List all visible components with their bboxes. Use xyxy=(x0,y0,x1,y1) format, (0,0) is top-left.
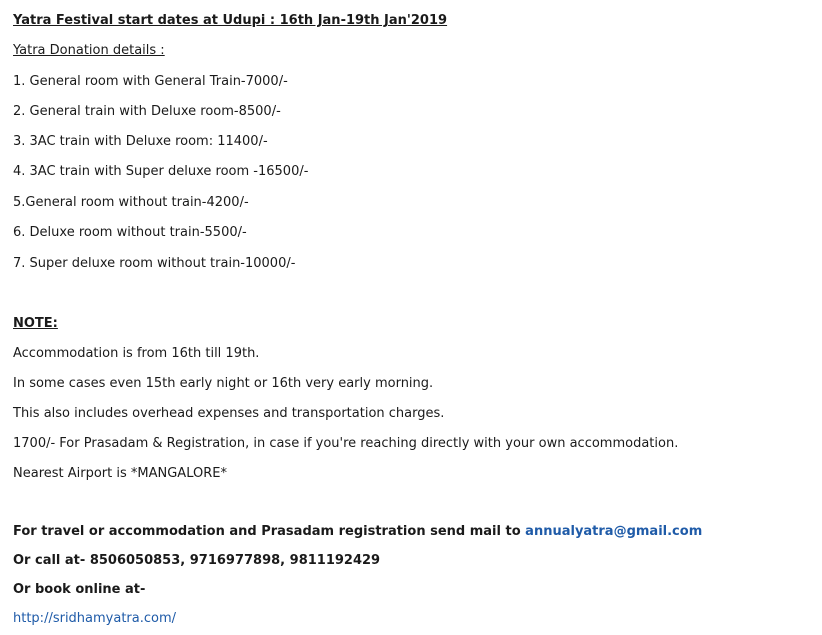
note-line: 1700/- For Prasadam & Registration, in case if you're reaching directly with your own accommodation. xyxy=(13,436,679,451)
donation-item: 1. General room with General Train-7000/- xyxy=(13,74,288,89)
website-link[interactable]: http://sridhamyatra.com/ xyxy=(13,611,177,626)
donation-item: 5.General room without train-4200/- xyxy=(13,195,249,210)
donation-item: 3. 3AC train with Deluxe room: 11400/- xyxy=(13,134,268,149)
donation-item: 2. General train with Deluxe room-8500/- xyxy=(13,104,281,119)
donation-subtitle: Yatra Donation details : xyxy=(13,43,165,58)
festival-title: Yatra Festival start dates at Udupi : 16th Jan-19th Jan'2019 xyxy=(13,13,448,28)
donation-item: 4. 3AC train with Super deluxe room -16500/- xyxy=(13,164,309,179)
donation-item: 7. Super deluxe room without train-10000/- xyxy=(13,256,296,271)
note-heading: NOTE: xyxy=(13,316,58,331)
note-line: This also includes overhead expenses and transportation charges. xyxy=(13,406,445,421)
note-line: In some cases even 15th early night or 16th very early morning. xyxy=(13,376,434,391)
contact-mail-prefix: For travel or accommodation and Prasadam registration send mail to xyxy=(13,524,526,539)
note-line: Nearest Airport is *MANGALORE* xyxy=(13,466,227,481)
contact-book-line: Or book online at- xyxy=(13,582,146,597)
email-link[interactable]: annualyatra@gmail.com xyxy=(525,524,703,539)
note-line: Accommodation is from 16th till 19th. xyxy=(13,346,260,361)
contact-phone-line: Or call at- 8506050853, 9716977898, 9811192429 xyxy=(13,553,381,568)
donation-item: 6. Deluxe room without train-5500/- xyxy=(13,225,247,240)
contact-mail-line xyxy=(13,523,702,541)
document-page xyxy=(13,0,813,635)
